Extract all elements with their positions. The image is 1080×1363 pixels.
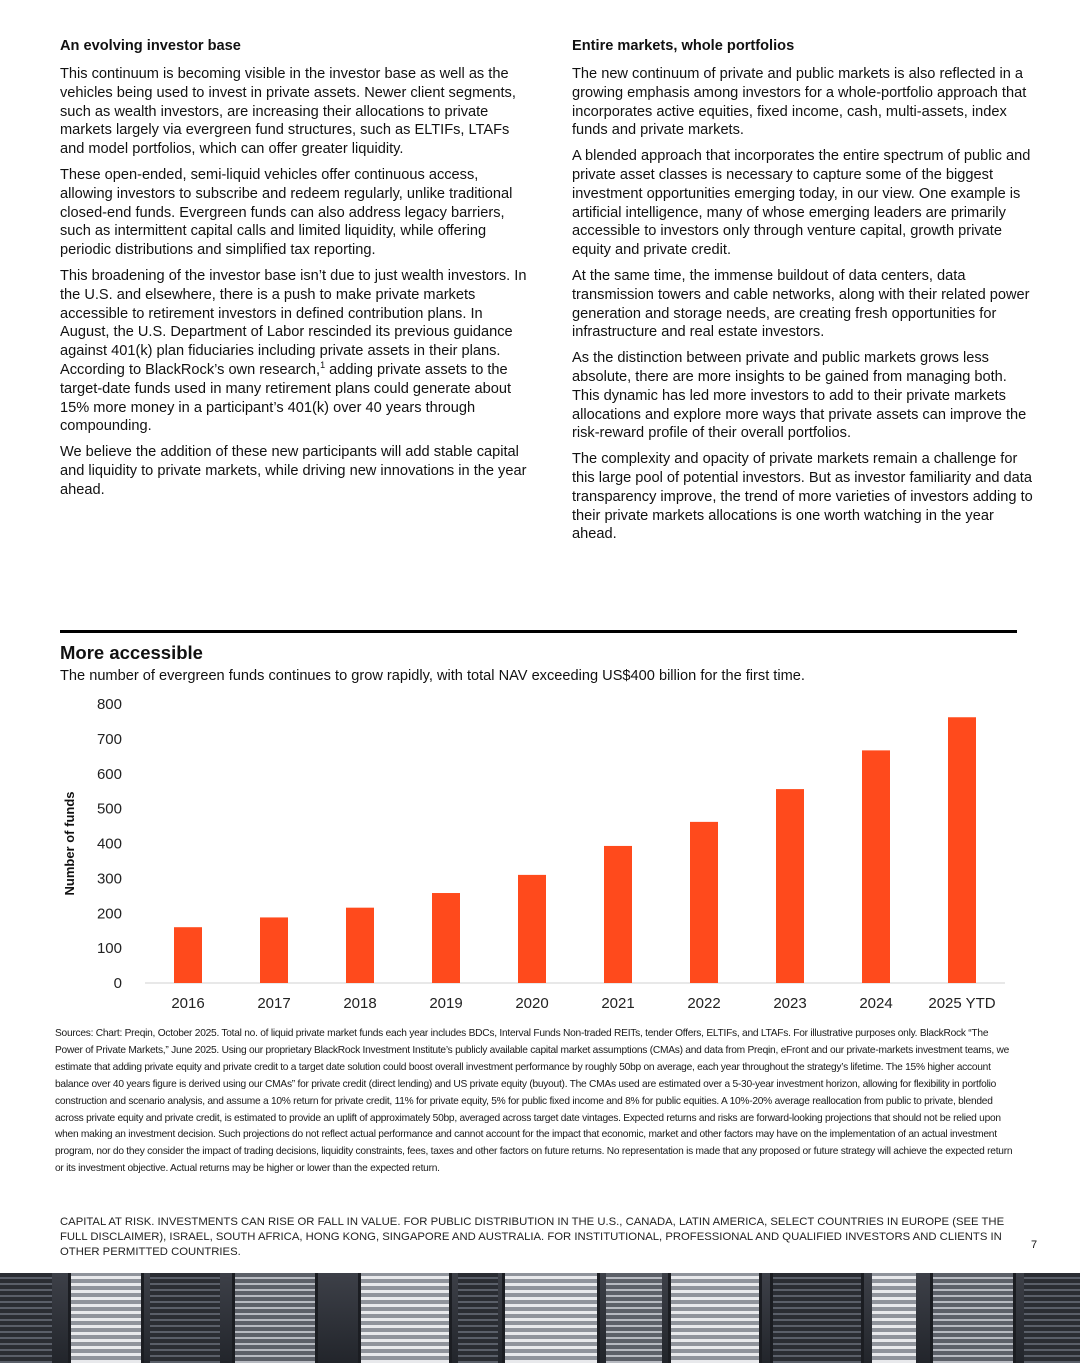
- x-tick-label: 2025 YTD: [928, 995, 996, 1012]
- left-paragraph-4: We believe the addition of these new participants will add stable capital and liquidity to private markets, while driving new innovations in the year ahead.: [60, 444, 527, 498]
- y-tick-label: 500: [96, 800, 122, 818]
- footer-tile: [358, 1273, 452, 1363]
- right-column: [572, 36, 1034, 551]
- y-tick-label: 100: [96, 940, 122, 958]
- right-paragraph-1: The new continuum of private and public markets is also reflected in a growing emphasis among investors for a whole-portfolio approach that incorporates active equities, fixed income, cash, multi-assets, index funds and private markets.: [572, 66, 1027, 139]
- disclaimer: CAPITAL AT RISK. INVESTMENTS CAN RISE OR FALL IN VALUE. FOR PUBLIC DISTRIBUTION IN THE U.S., CANADA, LATIN AMERICA, SELECT COUNTRIES IN EUROPE (SEE THE FULL DISCLAIMER), ISRAEL, SOUTH AFRICA, HONG KONG, SINGAPORE AND AUSTRALIA. FOR INSTITUTIONAL, PROFESSIONAL AND QUALIFIED INVESTORS AND CLIENTS IN OTHER PERMITTED COUNTRIES.: [60, 1216, 1005, 1258]
- bar-2020: [518, 875, 546, 983]
- left-paragraph-3-part-2: adding private assets to the target-date funds used in many retirement plans could generate about 15% more money in a participant’s 401(k) over 40 years through compounding.: [60, 361, 512, 435]
- left-paragraph-3-part-1: This broadening of the investor base isn’t due to just wealth investors. In the U.S. and elsewhere, there is a push to make private markets accessible to retirement investors in defined contribution plans. In August, the U.S. Department of Labor rescinded its previous guidance against 401(k) plan fiduciaries including private assets in their plans. According to BlackRock’s own research,: [60, 267, 527, 378]
- bar-2022: [690, 822, 718, 983]
- y-tick-label: 800: [96, 696, 122, 713]
- evergreen-funds-bar-chart: [55, 690, 1015, 1020]
- sources-notes: Sources: Chart: Preqin, October 2025. Total no. of liquid private market funds each year includes BDCs, Interval Funds Non-traded REITs, tender Offers, ELTIFs, and LTAFs. For illustrative purposes only. BlackRock “The Power of Private Markets,” June 2025. Using our proprietary BlackRock Investment Institute’s publicly available capital market assumptions (CMAs) and data from Preqin, eFront and our private-markets investment teams, we estimate that adding private equity and private credit to a target date solution could boost overall investment performance by roughly 50bp on average, each year throughout the strategy’s lifetime. The 15% higher account balance over 40 years figure is derived using our CMAs” for private credit (direct lending) and US private equity (buyout). The CMAs used are estimated over a 5-30-year investment horizon, allowing for flexibility in portfolio construction and scenario analysis, and assume a 10% return for private credit, 11% for private equity, 5% for public fixed income and 8% for public equities. A 10%-20% average reallocation from public to private, blended across private equity and private credit, is estimated to provide an uplift of approximately 50bp, averaged across target date vintages. Expected returns and risks are forward-looking projections that should not be relied upon when making an investment decision. Such projections do not reflect actual performance and cannot account for the impact that economic, market and other factors may have on the implementation of an actual investment program, nor do they consider the impact of trading decisions, liquidity constraints, fees, taxes and other factors on future returns. No representation is made that any proposed or future strategy will achieve the expected return or its investment objective. Actual returns may be higher or lower than the expected return.: [55, 1028, 1013, 1175]
- y-axis-label: Number of funds: [62, 791, 77, 896]
- footer-tile: [872, 1273, 916, 1363]
- bar-2018: [346, 908, 374, 983]
- footer-tile: [68, 1273, 144, 1363]
- left-column: [60, 36, 530, 507]
- footer-tile: [668, 1273, 762, 1363]
- bar-2025-ytd: [948, 717, 976, 983]
- y-tick-label: 200: [96, 905, 122, 923]
- footer-tile: [606, 1273, 662, 1363]
- bar-2017: [260, 917, 288, 983]
- y-tick-label: 600: [96, 765, 122, 783]
- chart-subtitle: The number of evergreen funds continues to grow rapidly, with total NAV exceeding US$400 billion for the first time.: [60, 668, 805, 684]
- page-number: 7: [1031, 1239, 1038, 1251]
- x-tick-label: 2018: [343, 995, 377, 1012]
- left-paragraph-3: [60, 267, 530, 436]
- footer-tile: [0, 1273, 52, 1363]
- footer-tile: [1024, 1273, 1080, 1363]
- y-tick-label: 300: [96, 870, 122, 888]
- right-paragraph-3: At the same time, the immense buildout of data centers, data transmission towers and cable networks, along with their related power generation and storage needs, are creating fresh opportunities for infrastructure and real estate investors.: [572, 267, 1030, 341]
- bar-2024: [862, 750, 890, 983]
- right-paragraph-4: As the distinction between private and public markets grows less absolute, there are more insights to be gained from managing both. This dynamic has led more investors to add to their private markets allocations and explore more ways that private assets can improve the risk-reward profile of their overall portfolios.: [572, 350, 1027, 442]
- x-tick-label: 2022: [687, 995, 721, 1012]
- y-tick-label: 700: [96, 730, 122, 748]
- x-tick-label: 2023: [773, 995, 807, 1012]
- y-tick-label: 400: [96, 835, 122, 853]
- x-tick-label: 2019: [429, 995, 463, 1012]
- footer-photo-strip: [0, 1273, 1080, 1363]
- left-paragraph-2: These open-ended, semi-liquid vehicles offer continuous access, allowing investors to subscribe and redeem regularly, unlike traditional closed-end funds. Evergreen funds can also address legacy barriers, such as intermittent capital calls and limited liquidity, while offering periodic distributions and simplified tax reporting.: [60, 166, 513, 259]
- x-tick-label: 2020: [515, 995, 549, 1012]
- right-paragraph-2: A blended approach that incorporates the entire spectrum of public and private asset classes is necessary to capture some of the biggest investment opportunities emerging today, in our view. One example is artificial intelligence, many of whose emerging leaders are primarily accessible to investors only through venture capital, growth private equity and private credit.: [572, 148, 1031, 259]
- right-column-heading: Entire markets, whole portfolios: [572, 38, 795, 54]
- x-tick-label: 2024: [859, 995, 893, 1012]
- footer-tile: [930, 1273, 1016, 1363]
- bar-2016: [174, 927, 202, 983]
- footer-tile: [232, 1273, 318, 1363]
- left-column-heading: An evolving investor base: [60, 38, 241, 54]
- footer-tile: [150, 1273, 220, 1363]
- bar-2019: [432, 893, 460, 983]
- footer-tile: [502, 1273, 600, 1363]
- y-tick-label: 0: [113, 975, 122, 992]
- x-tick-label: 2017: [257, 995, 291, 1012]
- chart-title: More accessible: [60, 642, 203, 663]
- left-paragraph-1: This continuum is becoming visible in the investor base as well as the vehicles being used to invest in private assets. Newer client segments, such as wealth investors, are increasing their allocations to private markets largely via evergreen fund structures, such as ELTIFs, LTAFs and model portfolios, which can offer greater liquidity.: [60, 66, 516, 158]
- bar-2021: [604, 846, 632, 983]
- section-divider: [60, 630, 1017, 633]
- footer-tile: [770, 1273, 864, 1363]
- bar-2023: [776, 789, 804, 983]
- right-paragraph-5: The complexity and opacity of private markets remain a challenge for this large pool of potential investors. But as investor familiarity and data transparency improve, the trend of more varieties of investors adding to their private markets allocations is one worth watching in the year ahead.: [572, 451, 1033, 543]
- x-tick-label: 2016: [171, 995, 205, 1012]
- footnote-marker[interactable]: 1: [320, 360, 326, 371]
- footer-tile: [458, 1273, 498, 1363]
- x-tick-label: 2021: [601, 995, 635, 1012]
